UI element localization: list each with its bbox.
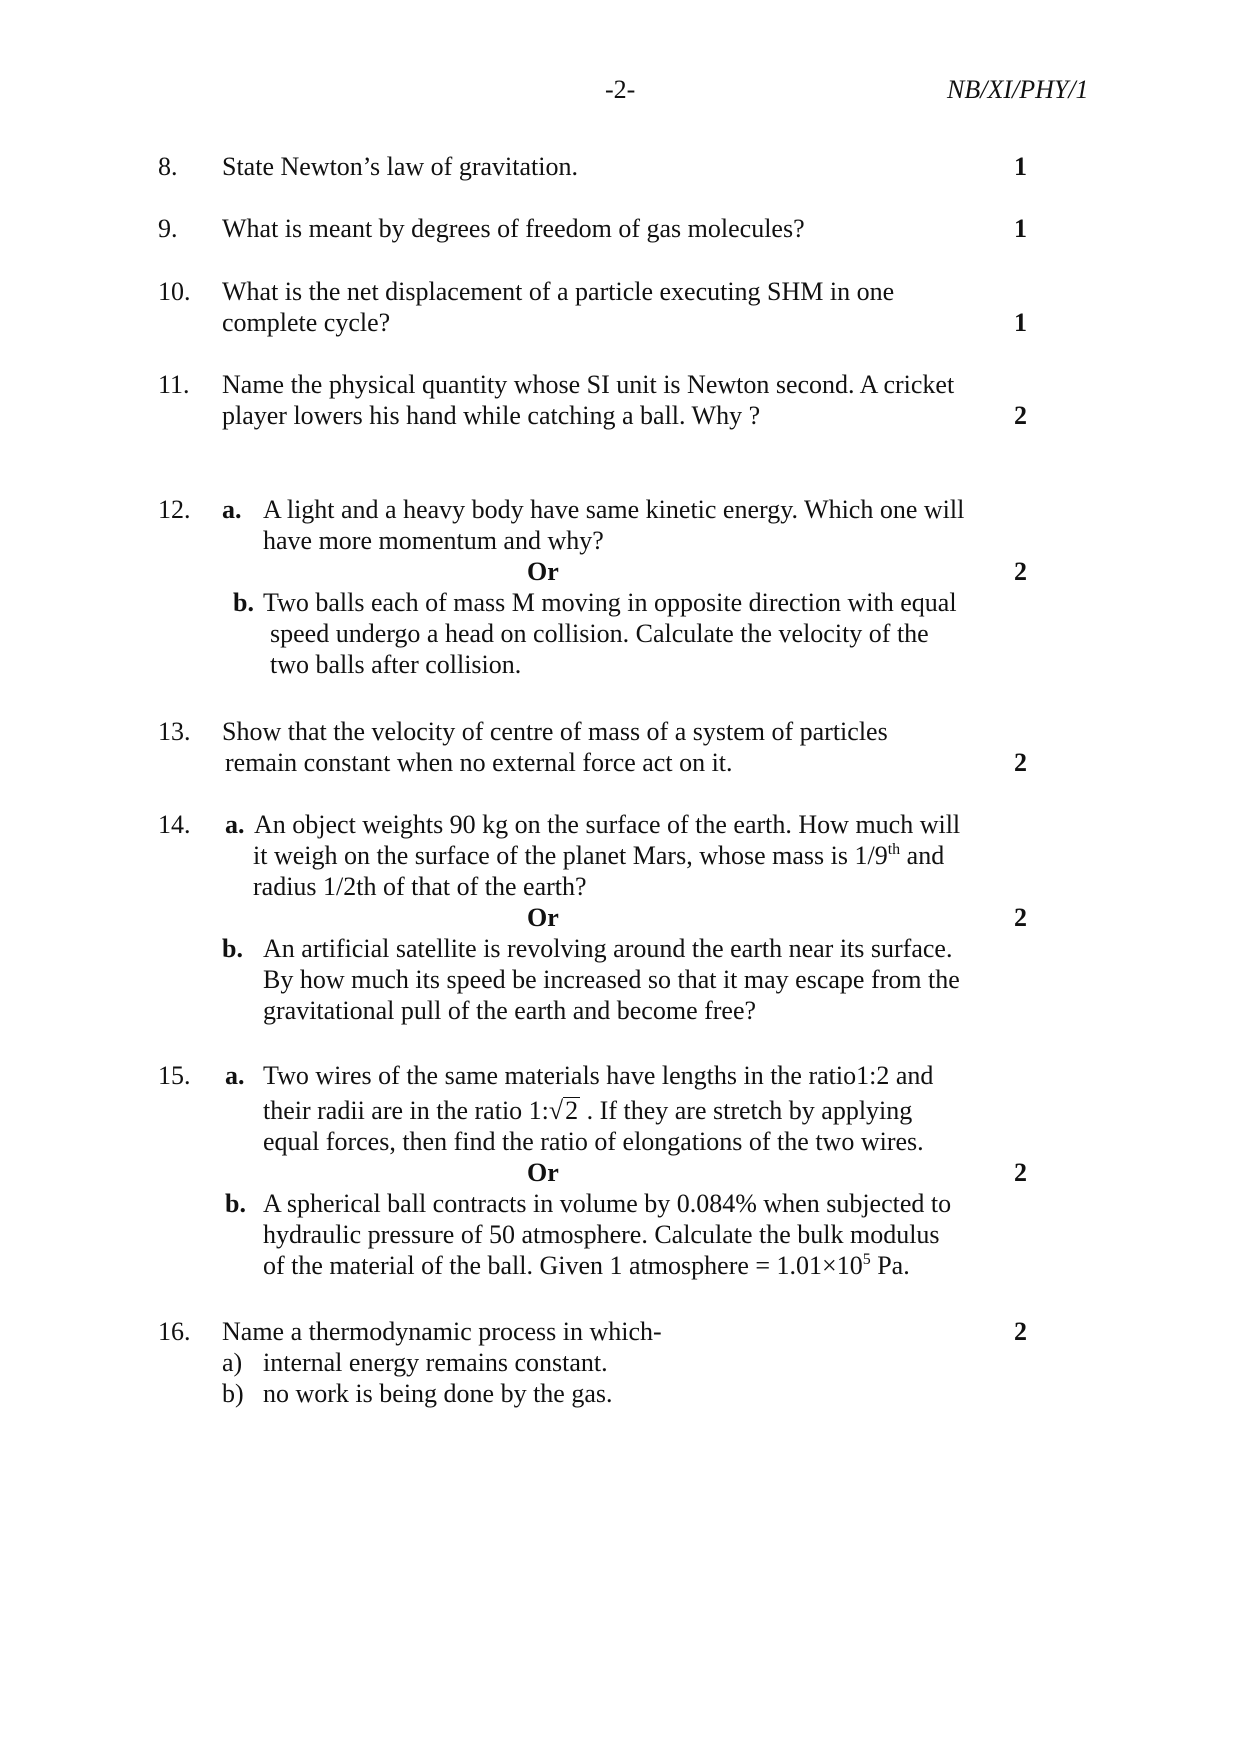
question-marks: 2 bbox=[1014, 903, 1027, 932]
option-b-label: b. bbox=[225, 1189, 246, 1218]
option-a-text-line: have more momentum and why? bbox=[263, 526, 604, 555]
option-a-text-line: Two wires of the same materials have lengths in the ratio1:2 and bbox=[263, 1061, 934, 1090]
option-b-text-line: two balls after collision. bbox=[270, 650, 522, 679]
text-part: it weigh on the surface of the planet Mars, whose mass is 1/9 bbox=[253, 841, 888, 870]
question-number: 16. bbox=[158, 1317, 191, 1346]
question-number: 13. bbox=[158, 717, 191, 746]
option-a-text-line: An object weights 90 kg on the surface of the earth. How much will bbox=[254, 810, 961, 839]
option-a-label: a. bbox=[225, 1061, 245, 1090]
text-part: and bbox=[900, 841, 945, 870]
page-number: -2- bbox=[605, 75, 636, 104]
option-b-text-line: By how much its speed be increased so that it may escape from the bbox=[263, 965, 960, 994]
option-b-text-line bbox=[263, 1250, 910, 1281]
question-text: What is meant by degrees of freedom of gas molecules? bbox=[222, 214, 805, 243]
option-a-text-line: A light and a heavy body have same kinetic energy. Which one will bbox=[263, 495, 965, 524]
question-marks: 1 bbox=[1014, 214, 1027, 243]
or-separator: Or bbox=[527, 903, 559, 932]
question-marks: 2 bbox=[1014, 748, 1027, 777]
question-number: 10. bbox=[158, 277, 191, 306]
question-text: Name a thermodynamic process in which- bbox=[222, 1317, 662, 1346]
or-separator: Or bbox=[527, 1158, 559, 1187]
option-b-label: b. bbox=[222, 934, 243, 963]
question-marks: 2 bbox=[1014, 557, 1027, 586]
question-number: 12. bbox=[158, 495, 191, 524]
paper-code: NB/XI/PHY/1 bbox=[947, 75, 1089, 104]
question-marks: 2 bbox=[1014, 1158, 1027, 1187]
radical-sign: √ bbox=[548, 1096, 564, 1125]
sub-item-a-text: internal energy remains constant. bbox=[263, 1348, 608, 1377]
option-a-label: a. bbox=[225, 810, 245, 839]
square-root bbox=[549, 1095, 580, 1126]
option-a-text-line bbox=[263, 1095, 912, 1126]
question-text-line: Name the physical quantity whose SI unit is Newton second. A cricket bbox=[222, 370, 955, 399]
question-text: State Newton’s law of gravitation. bbox=[222, 152, 578, 181]
question-text-line: player lowers his hand while catching a ball. Why ? bbox=[222, 401, 761, 430]
question-marks: 1 bbox=[1014, 152, 1027, 181]
question-number: 14. bbox=[158, 810, 191, 839]
sub-item-b-text: no work is being done by the gas. bbox=[263, 1379, 613, 1408]
option-b-text-line: A spherical ball contracts in volume by 0.084% when subjected to bbox=[263, 1189, 952, 1218]
question-number: 15. bbox=[158, 1061, 191, 1090]
question-text-line: Show that the velocity of centre of mass of a system of particles bbox=[222, 717, 888, 746]
question-marks: 2 bbox=[1014, 1317, 1027, 1346]
option-b-text-line: An artificial satellite is revolving around the earth near its surface. bbox=[263, 934, 953, 963]
option-a-text-line bbox=[253, 840, 944, 871]
text-part: Pa. bbox=[870, 1251, 910, 1280]
or-separator: Or bbox=[527, 557, 559, 586]
superscript: th bbox=[887, 841, 901, 858]
option-b-text-line: hydraulic pressure of 50 atmosphere. Calculate the bulk modulus bbox=[263, 1220, 940, 1249]
question-text-line: remain constant when no external force act on it. bbox=[225, 748, 733, 777]
question-number: 11. bbox=[158, 370, 190, 399]
text-part: of the material of the ball. Given 1 atmosphere = 1.01×10 bbox=[263, 1251, 863, 1280]
option-b-text-line: gravitational pull of the earth and become free? bbox=[263, 996, 757, 1025]
option-a-text-line: equal forces, then find the ratio of elongations of the two wires. bbox=[263, 1127, 924, 1156]
question-marks: 2 bbox=[1014, 401, 1027, 430]
question-text-line: What is the net displacement of a particle executing SHM in one bbox=[222, 277, 895, 306]
question-marks: 1 bbox=[1014, 308, 1027, 337]
text-part: their radii are in the ratio 1: bbox=[263, 1096, 549, 1125]
question-number: 8. bbox=[158, 152, 178, 181]
sub-item-b-label: b) bbox=[222, 1379, 244, 1408]
question-text-line: complete cycle? bbox=[222, 308, 391, 337]
text-part: . If they are stretch by applying bbox=[580, 1096, 913, 1125]
superscript: 5 bbox=[862, 1251, 871, 1268]
option-a-label: a. bbox=[222, 495, 242, 524]
radicand: 2 bbox=[565, 1096, 579, 1125]
question-number: 9. bbox=[158, 214, 178, 243]
option-a-text-line: radius 1/2th of that of the earth? bbox=[253, 872, 587, 901]
sub-item-a-label: a) bbox=[222, 1348, 243, 1377]
option-b-text-line: speed undergo a head on collision. Calculate the velocity of the bbox=[270, 619, 929, 648]
option-b-label: b. bbox=[233, 588, 254, 617]
option-b-text-line: Two balls each of mass M moving in opposite direction with equal bbox=[263, 588, 957, 617]
